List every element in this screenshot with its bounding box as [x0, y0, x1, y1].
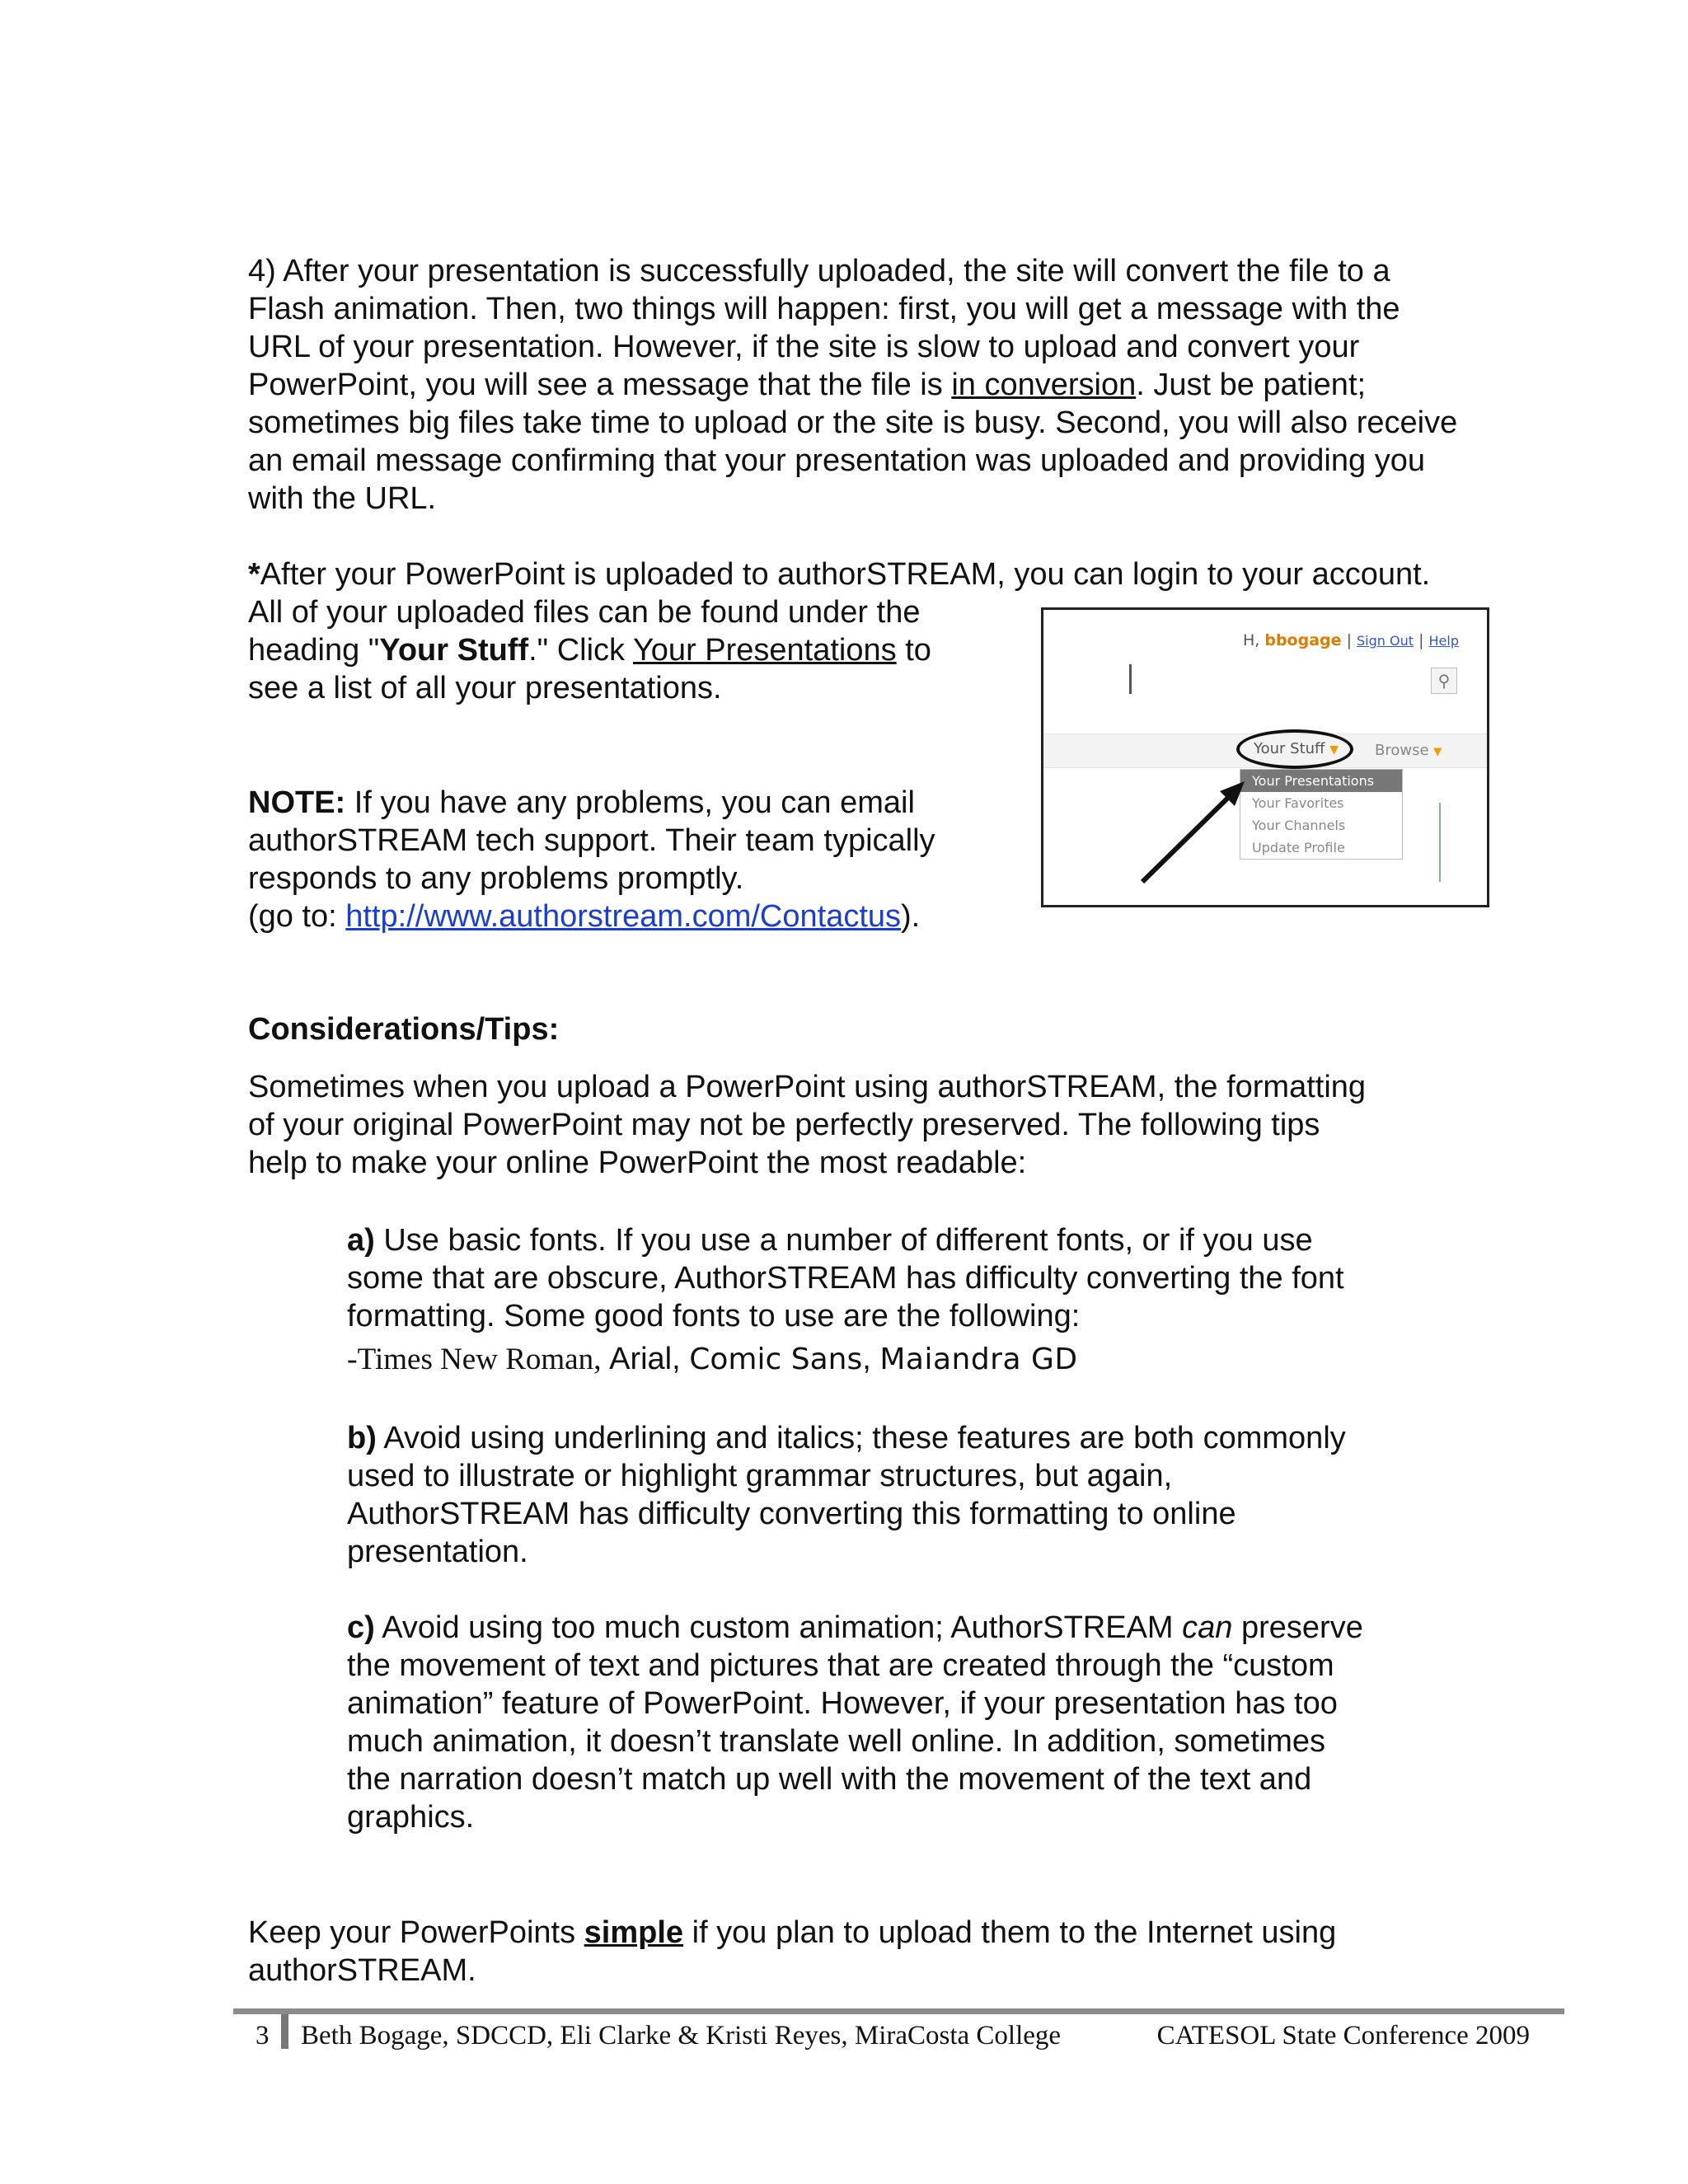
menu-item-your-channels[interactable]: Your Channels [1252, 818, 1346, 833]
search-icon[interactable]: ⚲ [1431, 668, 1457, 694]
page-footer [233, 2014, 1564, 2055]
closing-paragraph [248, 1914, 1336, 1990]
tip-b-line: presentation. [347, 1535, 528, 1569]
your-stuff-menu[interactable]: Your Stuff ▼ [1254, 740, 1339, 757]
tip-c-line: the narration doesn’t match up well with the movement of the text and [347, 1762, 1312, 1797]
tips-intro-line: help to make your online PowerPoint the most readable: [248, 1146, 1027, 1180]
tip-a [347, 1221, 1344, 1379]
menu-item-your-presentations[interactable]: Your Presentations [1240, 770, 1402, 792]
font-list: -Times New Roman, Arial, Comic Sans, Maiandra GD [347, 1342, 1078, 1376]
tip-a-line: some that are obscure, AuthorSTREAM has difficulty converting the font [347, 1261, 1344, 1296]
your-stuff-bold: Your Stuff [379, 633, 529, 668]
step4-line: PowerPoint, you will see a message that the file is in conversion. Just be patient; [248, 368, 1367, 402]
note-line: authorSTREAM tech support. Their team typically [248, 823, 935, 858]
tip-c-line: c) Avoid using too much custom animation; AuthorSTREAM can preserve [347, 1610, 1363, 1645]
closing-line: Keep your PowerPoints simple if you plan to upload them to the Internet using [248, 1915, 1337, 1950]
tip-a-line: a) Use basic fonts. If you use a number of different fonts, or if you use [347, 1223, 1313, 1258]
sign-out-link[interactable]: Sign Out [1357, 633, 1414, 649]
step4-paragraph [248, 252, 1457, 518]
tip-b-line: b) Avoid using underlining and italics; these features are both commonly [347, 1421, 1346, 1455]
tip-c-line: the movement of text and pictures that are created through the “custom [347, 1648, 1334, 1683]
menu-item-your-favorites[interactable]: Your Favorites [1252, 795, 1344, 811]
authorstream-screenshot-figure [1041, 607, 1489, 907]
note-line: NOTE: If you have any problems, you can email [248, 785, 915, 820]
tip-b-line: used to illustrate or highlight grammar structures, but again, [347, 1459, 1173, 1493]
tip-c-line: animation” feature of PowerPoint. However, if your presentation has too [347, 1686, 1338, 1721]
page-number: 3 [256, 2021, 270, 2050]
tip-c-line: much animation, it doesn’t translate well online. In addition, sometimes [347, 1724, 1326, 1759]
step4-line: with the URL. [248, 481, 437, 516]
note-line: responds to any problems promptly. [248, 861, 744, 896]
step4-line: sometimes big files take time to upload or the site is busy. Second, you will also receive [248, 405, 1458, 440]
note-line: (go to: http://www.authorstream.com/Contactus). [248, 899, 921, 934]
pointer-arrow [1043, 610, 1492, 910]
font-times: Times New Roman [357, 1343, 594, 1376]
step4-line: 4) After your presentation is successfully uploaded, the site will convert the file to a [248, 254, 1390, 288]
footer-authors: Beth Bogage, SDCCD, Eli Clarke & Kristi Reyes, MiraCosta College [301, 2021, 1062, 2050]
tips-heading: Considerations/Tips: [248, 1012, 560, 1047]
user-bar: H, bbogage | Sign Out | Help [1242, 631, 1459, 649]
login-line: heading "Your Stuff." Click Your Presentations to [248, 633, 931, 668]
note-paragraph [248, 784, 935, 935]
tips-intro [248, 1068, 1366, 1182]
tip-a-line: formatting. Some good fonts to use are the following: [347, 1299, 1081, 1333]
login-line: see a list of all your presentations. [248, 671, 722, 705]
username: bbogage [1264, 631, 1342, 649]
footer-conference: CATESOL State Conference 2009 [1156, 2021, 1530, 2050]
tip-c-line: graphics. [347, 1800, 475, 1835]
dropdown-arrow-icon: ▼ [1329, 743, 1339, 757]
help-link[interactable]: Help [1428, 633, 1459, 649]
menu-item-update-profile[interactable]: Update Profile [1252, 840, 1345, 855]
in-conversion-text: in conversion [951, 368, 1137, 402]
dropdown-arrow-icon: ▼ [1433, 746, 1442, 758]
footer-rule [233, 2008, 1564, 2014]
contact-link[interactable]: http://www.authorstream.com/Contactus [345, 899, 902, 934]
font-maiandra: Maiandra GD [879, 1343, 1078, 1376]
step4-line: URL of your presentation. However, if the site is slow to upload and convert your [248, 330, 1360, 364]
tips-intro-line: of your original PowerPoint may not be perfectly preserved. The following tips [248, 1108, 1320, 1142]
tip-c [347, 1609, 1363, 1836]
login-line: *After your PowerPoint is uploaded to authorSTREAM, you can login to your account. [248, 557, 1431, 592]
tips-intro-line: Sometimes when you upload a PowerPoint using authorSTREAM, the formatting [248, 1070, 1367, 1104]
footer-divider [281, 2014, 288, 2049]
note-label: NOTE: [248, 785, 346, 820]
simple-bold: simple [584, 1915, 684, 1950]
your-presentations-text: Your Presentations [632, 633, 897, 668]
closing-line: authorSTREAM. [248, 1953, 476, 1988]
font-arial: Arial [609, 1342, 673, 1376]
font-comic-sans: Comic Sans [689, 1343, 863, 1376]
tip-b [347, 1419, 1346, 1571]
tip-b-line: AuthorSTREAM has difficulty converting this formatting to online [347, 1497, 1236, 1531]
login-line: All of your uploaded files can be found under the [248, 595, 921, 630]
step4-line: an email message confirming that your presentation was uploaded and providing you [248, 443, 1425, 478]
browse-menu[interactable]: Browse ▼ [1375, 742, 1442, 759]
step4-line: Flash animation. Then, two things will happen: first, you will get a message with the [248, 292, 1400, 326]
